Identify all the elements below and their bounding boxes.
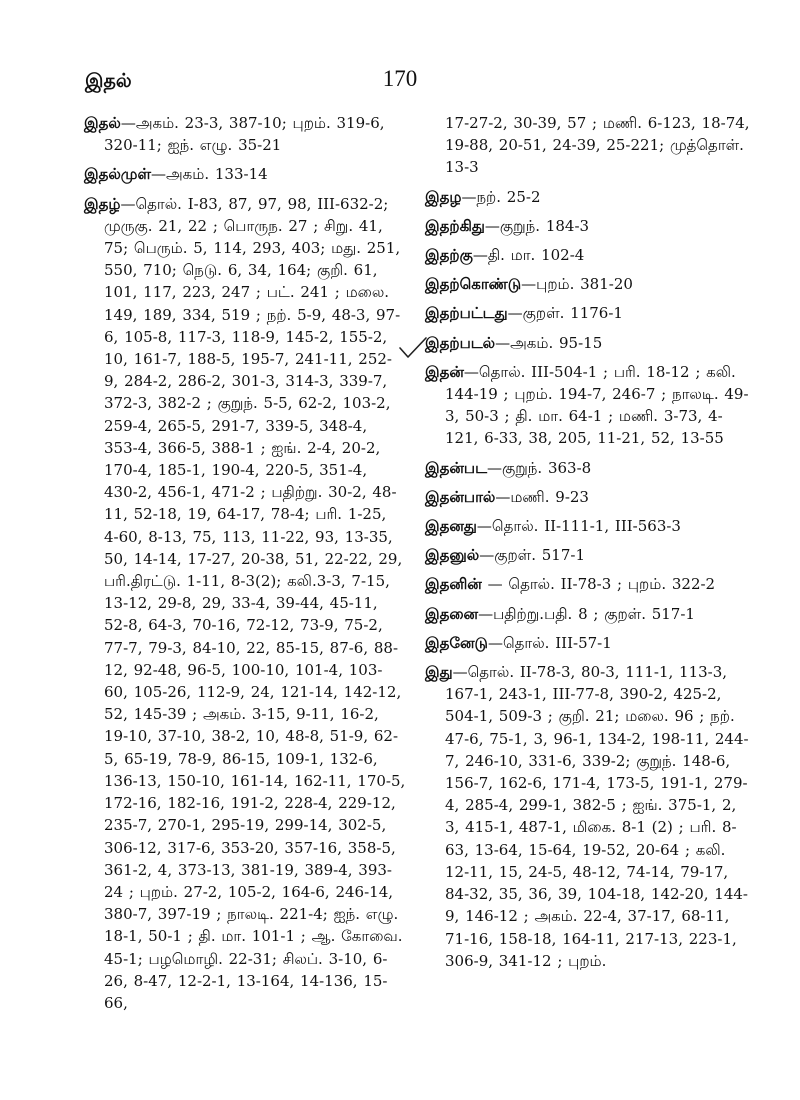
entry-headword: இது (425, 663, 453, 682)
index-entry-continued (425, 112, 751, 179)
entry-references: —குறள். 1176-1 (507, 304, 623, 323)
index-entry (425, 302, 751, 324)
entry-headword: இதனது (425, 517, 477, 536)
entry-references: —மணி. 9-23 (495, 487, 589, 506)
index-entry (425, 573, 751, 595)
entry-headword: இதற்படல் (425, 333, 496, 352)
index-entry (425, 457, 751, 479)
entry-references: —அகம். 95-15 (495, 333, 603, 352)
index-entry (425, 515, 751, 537)
entry-references: —அகம். 23-3, 387-10; புறம். 319-6, 320-11; ஐந். எழு. 35-21 (104, 114, 385, 155)
entry-headword: இதனை (425, 604, 479, 623)
index-entry (425, 661, 751, 972)
right-column (425, 112, 751, 979)
index-entry (425, 361, 751, 450)
handwritten-checkmark-icon (398, 335, 428, 361)
entry-references: —தொல். III-57-1 (487, 633, 612, 652)
entry-references: — தொல். II-78-3 ; புறம். 322-2 (481, 575, 716, 594)
entry-references: —தொல். I-83, 87, 97, 98, III-632-2; முருகு. 21, 22 ; பொருந. 27 ; சிறு. 41, 75; பெரும். 5, 114, 293, 403; மது. 251, 550, 710; நெடு. 6, 34, 164; குறி. 61, 101, 117, 223, 247 ; பட். 241 ; மலை. 149, 189, 334, 519 ; நற். 5-9, 48-3, 97-6, 105-8, 117-3, 118-9, 145-2, 155-2, 10, 161-7, 188-5, 195-7, 241-11, 252-9, 284-2, 286-2, 301-3, 314-3, 339-7, 372-3, 382-2 ; குறுந். 5-5, 62-2, 103-2, 259-4, 265-5, 291-7, 339-5, 348-4, 353-4, 366-5, 388-1 ; ஐங். 2-4, 20-2, 170-4, 185-1, 190-4, 220-5, 351-4, 430-2, 456-1, 471-2 ; பதிற்று. 30-2, 48-11, 52-18, 19, 64-17, 78-4; பரி. 1-25, 4-60, 8-13, 75, 113, 11-22, 93, 13-35, 50, 14-14, 17-27, 20-38, 51, 22-22, 29, பரி.திரட்டு. 1-11, 8-3(2); கலி.3-3, 7-15, 13-12, 29-8, 29, 33-4, 39-44, 45-11, 52-8, 64-3, 70-16, 72-12, 73-9, 75-2, 77-7, 79-3, 84-10, 22, 85-15, 87-6, 88-12, 92-48, 96-5, 100-10, 101-4, 103-60, 105-26, 112-9, 24, 121-14, 142-12, 52, 145-39 ; அகம். 3-15, 9-11, 16-2, 19-10, 37-10, 38-2, 10, 48-8, 51-9, 62-5, 65-19, 78-9, 86-15, 109-1, 132-6, 136-13, 150-10, 161-14, 162-11, 170-5, 172-16, 182-16, 191-2, 228-4, 229-12, 235-7, 270-1, 295-19, 299-14, 302-5, 306-12, 317-6, 353-20, 357-16, 358-5, 361-2, 4, 373-13, 381-19, 389-4, 393-24 ; புறம். 27-2, 105-2, 164-6, 246-14, 380-7, 397-19 ; நாலடி. 221-4; ஐந். எழு. 18-1, 50-1 ; தி. மா. 101-1 ; ஆ. கோவை. 45-1; பழமொழி. 22-31; சிலப். 3-10, 6-26, 8-47, 12-2-1, 13-164, 14-136, 15-66, (104, 194, 406, 1012)
entry-references: —தி. மா. 102-4 (472, 246, 585, 265)
entry-references: —பதிற்று.பதி. 8 ; குறள். 517-1 (478, 604, 695, 623)
index-entry (84, 193, 406, 1015)
index-entry (425, 332, 751, 354)
entry-headword: இதனுல் (425, 546, 480, 565)
entry-headword: இதற்கிது (425, 216, 485, 235)
entry-references: —தொல். III-504-1 ; பரி. 18-12 ; கலி. 144-19 ; புறம். 194-7, 246-7 ; நாலடி. 49-3, 50-3 ; தி. மா. 64-1 ; மணி. 3-73, 4-121, 6-33, 38, 205, 11-21, 52, 13-55 (445, 362, 749, 448)
index-entry (425, 215, 751, 237)
entry-headword: இதன்பால் (425, 487, 496, 506)
index-entry (425, 273, 751, 295)
left-column (84, 112, 406, 1021)
entry-references: —குறள். 517-1 (479, 546, 585, 565)
entry-headword: இதல் (84, 114, 121, 132)
index-entry (425, 632, 751, 654)
entry-headword: இதன் (425, 362, 464, 381)
entry-references: —அகம். 133-14 (151, 165, 268, 184)
entry-headword: இதற்கொண்டு (425, 275, 522, 294)
entry-references: —குறுந். 184-3 (484, 216, 590, 235)
entry-references: —புறம். 381-20 (521, 275, 633, 294)
index-entry (84, 112, 406, 156)
entry-headword: இதன்பட (425, 458, 488, 477)
entry-headword: இதனேடு (425, 633, 488, 652)
entry-headword: இதழ் (84, 194, 121, 213)
entry-references: —தொல். II-78-3, 80-3, 111-1, 113-3, 167-1, 243-1, III-77-8, 390-2, 425-2, 504-1, 509-3 ; குறி. 21; மலை. 96 ; நற். 47-6, 75-1, 3, 96-1, 134-2, 198-11, 244-7, 246-10, 331-6, 339-2; குறுந். 148-6, 156-7, 162-6, 171-4, 173-5, 191-1, 279-4, 285-4, 299-1, 382-5 ; ஐங். 375-1, 2, 3, 415-1, 487-1, மிகை. 8-1 (2) ; பரி. 8-63, 13-64, 15-64, 19-52, 20-64 ; கலி. 12-11, 15, 24-5, 48-12, 74-14, 79-17, 84-32, 35, 36, 39, 104-18, 142-20, 144-9, 146-12 ; அகம். 22-4, 37-17, 68-11, 71-16, 158-18, 164-11, 217-13, 223-1, 306-9, 341-12 ; புறம். (445, 663, 749, 970)
index-entry (425, 544, 751, 566)
index-entry (425, 244, 751, 266)
page-number: 170 (382, 66, 418, 91)
running-head: இதல் (85, 70, 132, 92)
entry-references: —தொல். II-111-1, III-563-3 (476, 517, 681, 536)
entry-references: —குறுந். 363-8 (487, 458, 592, 477)
entry-headword: இதல்முள் (84, 165, 152, 184)
entry-headword: இதழ (425, 187, 462, 206)
index-entry (425, 186, 751, 208)
entry-headword: இதற்கு (425, 246, 473, 265)
entry-headword: இதற்பட்டது (425, 304, 508, 323)
index-entry (425, 603, 751, 625)
index-entry (425, 486, 751, 508)
entry-headword: இதனின் (425, 575, 482, 594)
index-entry (84, 163, 406, 185)
entry-references: —நற். 25-2 (461, 187, 541, 206)
entry-references: 17-27-2, 30-39, 57 ; மணி. 6-123, 18-74, 19-88, 20-51, 24-39, 25-221; முத்தொள். 13-3 (445, 114, 750, 177)
